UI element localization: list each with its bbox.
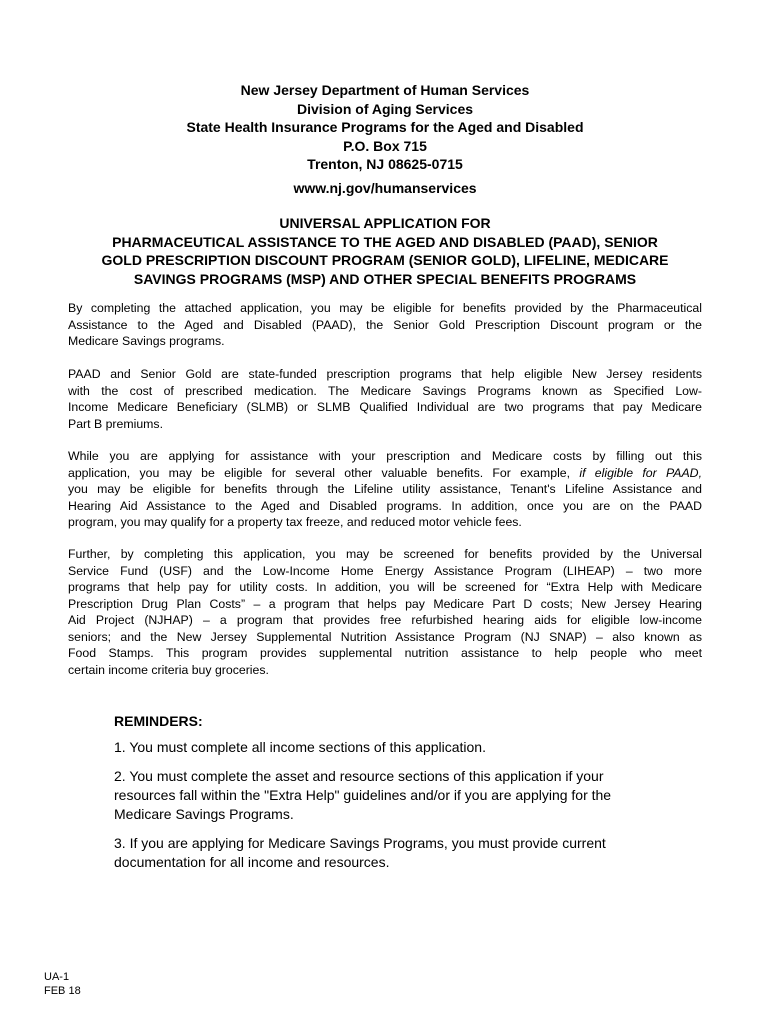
reminders-section	[114, 712, 674, 882]
title-line: UNIVERSAL APPLICATION FOR	[279, 215, 491, 231]
intro-paragraph	[68, 300, 702, 350]
paragraph-line: certain income criteria buy groceries.	[68, 662, 269, 677]
paragraph-line: Prescription Drug Plan Costs” – a program that helps pay Medicare Part D costs; New Jersey Hearing	[68, 596, 702, 611]
division-name: Division of Aging Services	[296, 100, 474, 117]
reminder-item	[114, 738, 674, 757]
agency-header	[0, 81, 770, 174]
reminder-line: 2. You must complete the asset and resource sections of this application if your	[114, 768, 604, 784]
title-line: SAVINGS PROGRAMS (MSP) AND OTHER SPECIAL BENEFITS PROGRAMS	[133, 270, 637, 287]
paragraph-line: seniors; and the New Jersey Supplemental Nutrition Assistance Program (NJ SNAP) – also known as	[68, 629, 702, 644]
department-name: New Jersey Department of Human Services	[240, 82, 530, 98]
paragraph-line: Further, by completing this application, you may be screened for benefits provided by the Universal	[68, 547, 702, 561]
reminder-item	[114, 767, 674, 824]
paragraph-line	[68, 465, 702, 482]
screening-paragraph	[68, 546, 702, 678]
paragraph-line: While you are applying for assistance with your prescription and Medicare costs by filling out this	[68, 449, 702, 463]
paragraph-line: you may be eligible for benefits through the Lifeline utility assistance, Tenant's Lifeline Assistance and	[68, 482, 702, 496]
paragraph-text: application, you may be eligible for several other valuable benefits. For example,	[68, 465, 580, 480]
program-name: State Health Insurance Programs for the Aged and Disabled	[186, 119, 584, 135]
reminder-item	[114, 834, 674, 872]
paragraph-italic-text: if eligible for PAAD,	[579, 465, 702, 480]
title-line: GOLD PRESCRIPTION DISCOUNT PROGRAM (SENIOR GOLD), LIFELINE, MEDICARE	[101, 252, 669, 268]
paragraph-line: By completing the attached application, you may be eligible for benefits provided by the Pharmaceutical	[68, 301, 702, 315]
paragraph-line: Income Medicare Beneficiary (SLMB) or SLMB Qualified Individual are two programs that pay Medicare	[68, 400, 702, 414]
city-state-zip: Trenton, NJ 08625-0715	[307, 156, 463, 172]
other-benefits-paragraph	[68, 448, 702, 531]
reminders-heading: REMINDERS:	[114, 713, 203, 729]
form-footer	[44, 970, 81, 998]
po-box: P.O. Box 715	[343, 137, 427, 154]
application-title	[60, 214, 710, 288]
paragraph-line: Assistance to the Aged and Disabled (PAAD), the Senior Gold Prescription Discount program or the	[68, 317, 702, 332]
paragraph-line: Food Stamps. This program provides supplemental nutrition assistance to help people who meet	[68, 646, 702, 660]
reminder-line: 1. You must complete all income sections of this application.	[114, 739, 486, 755]
reminder-line: Medicare Savings Programs.	[114, 806, 294, 822]
paragraph-line: Aid Project (NJHAP) – a program that provides free refurbished hearing aids for eligible low-income	[68, 613, 702, 627]
paragraph-line: Service Fund (USF) and the Low-Income Home Energy Assistance Program (LIHEAP) – two more	[68, 563, 702, 578]
form-date: FEB 18	[44, 985, 81, 997]
reminder-line: resources fall within the "Extra Help" guidelines and/or if you are applying for the	[114, 787, 612, 803]
reminder-line: 3. If you are applying for Medicare Savings Programs, you must provide current	[114, 835, 606, 851]
form-id: UA-1	[44, 971, 70, 983]
paragraph-line: programs that help pay for utility costs. In addition, you will be screened for “Extra Help with Medicare	[68, 580, 702, 594]
paragraph-line: Hearing Aid Assistance to the Aged and Disabled programs. In addition, once you are on the PAAD	[68, 498, 702, 513]
paragraph-line: program, you may qualify for a property tax freeze, and reduced motor vehicle fees.	[68, 515, 522, 529]
reminder-line: documentation for all income and resources.	[114, 854, 390, 870]
paragraph-line: with the cost of prescribed medication. The Medicare Savings Programs known as Specified Low-	[68, 383, 702, 398]
paragraph-line: Medicare Savings programs.	[68, 334, 225, 348]
title-line: PHARMACEUTICAL ASSISTANCE TO THE AGED AND DISABLED (PAAD), SENIOR	[112, 233, 658, 250]
website-url: www.nj.gov/humanservices	[293, 180, 477, 196]
paad-senior-gold-paragraph	[68, 366, 702, 432]
paragraph-line: PAAD and Senior Gold are state-funded prescription programs that help eligible New Jersey residents	[68, 367, 702, 381]
paragraph-line: Part B premiums.	[68, 416, 163, 431]
